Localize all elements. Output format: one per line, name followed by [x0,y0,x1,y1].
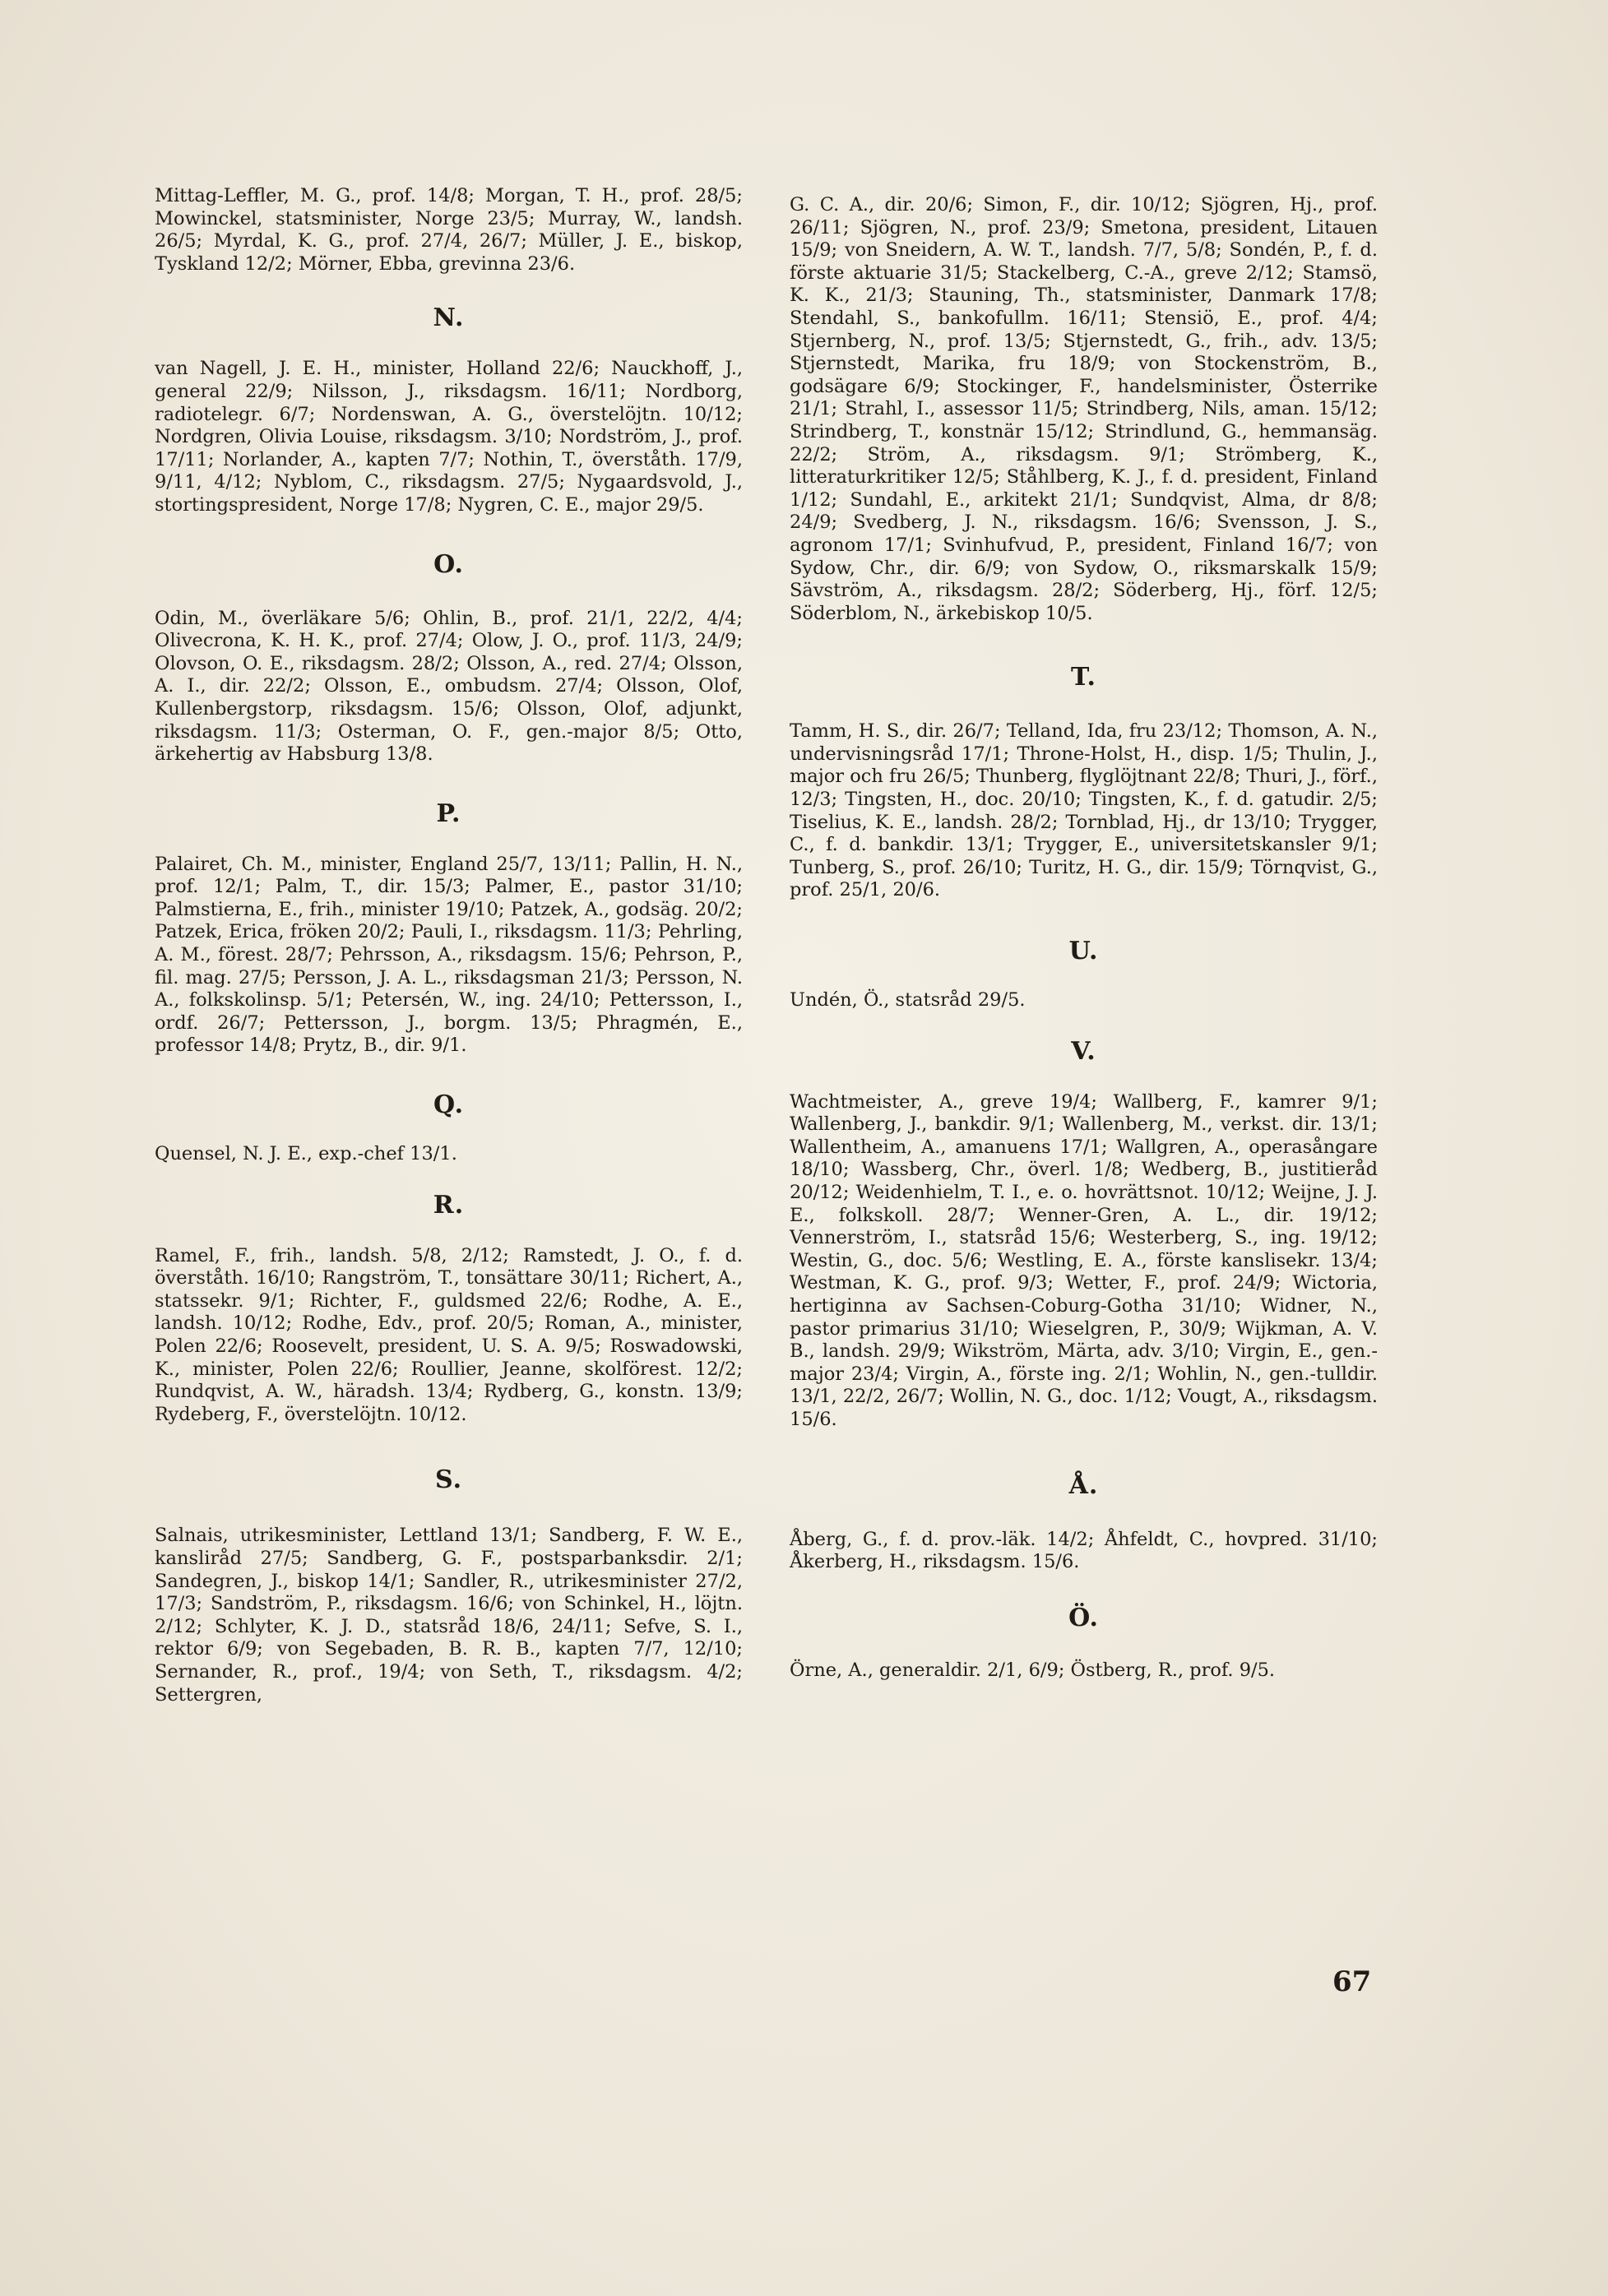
left-column [155,185,743,1706]
section-heading-oe: Ö. [1068,1603,1099,1632]
section-heading-v: V. [1071,1036,1096,1066]
section-heading-t: T. [1071,663,1096,692]
section-entries-p: Palairet, Ch. M., minister, England 25/7, 13/11; Pallin, H. N., prof. 12/1; Palm, T., dir. 15/3; Palmer, E., pastor 31/10; Palmstierna, E., frih., minister 19/10; Patzek, A., godsäg. 20/2; Patzek, Erica, fröken 20/2; Pauli, I., riksdagsm. 11/3; Pehrling, A. M., förest. 28/7; Pehrsson, A., riksdagsm. 15/6; Pehrson, P., fil. mag. 27/5; Persson, J. A. L., riksdagsman 21/3; Persson, N. A., folkskolinsp. 5/1; Petersén, W., ing. 24/10; Pettersson, I., ordf. 26/7; Pettersson, J., borgm. 13/5; Phragmén, E., professor 14/8; Prytz, B., dir. 9/1. [155,853,743,1057]
section-entries-o: Odin, M., överläkare 5/6; Ohlin, B., prof. 21/1, 22/2, 4/4; Olivecrona, K. H. K., prof. 27/4; Olow, J. O., prof. 11/3, 24/9; Olovson, O. E., riksdagsm. 28/2; Olsson, A., red. 27/4; Olsson, A. I., dir. 22/2; Olsson, E., ombudsm. 27/4; Olsson, Olof, Kullenbergstorp, riksdagsm. 15/6; Olsson, Olof, adjunkt, riksdagsm. 11/3; Osterman, O. F., gen.-major 8/5; Otto, ärkehertig av Habsburg 13/8. [155,607,743,766]
entry-s-continued: G. C. A., dir. 20/6; Simon, F., dir. 10/12; Sjögren, Hj., prof. 26/11; Sjögren, N., prof. 23/9; Smetona, president, Litauen 15/9; von Sneidern, A. W. T., landsh. 7/7, 5/8; Sondén, P., f. d. förste aktuarie 31/5; Stackelberg, C.-A., greve 2/12; Stamsö, K. K., 21/3; Stauning, Th., statsminister, Danmark 17/8; Stendahl, S., bankofullm. 16/11; Stensiö, E., prof. 4/4; Stjernberg, N., prof. 13/5; Stjernstedt, G., frih., adv. 13/5; Stjernstedt, Marika, fru 18/9; von Stockenström, B., godsägare 6/9; Stockinger, F., handelsminister, Österrike 21/1; Strahl, I., assessor 11/5; Strindberg, Nils, aman. 15/12; Strindberg, T., konstnär 15/12; Strindlund, G., hemmansäg. 22/2; Ström, A., riksdagsm. 9/1; Strömberg, K., litteraturkritiker 12/5; Ståhlberg, K. J., f. d. president, Finland 1/12; Sundahl, E., arkitekt 21/1; Sundqvist, Alma, dr 8/8; 24/9; Svedberg, J. N., riksdagsm. 16/6; Svensson, J. S., agronom 17/1; Svinhufvud, P., president, Finland 16/7; von Sydow, Chr., dir. 6/9; von Sydow, O., riksmarskalk 15/9; Sävström, A., riksdagsm. 28/2; Söderberg, Hj., förf. 12/5; Söderblom, N., ärkebiskop 10/5. [790,194,1378,624]
section-heading-o: O. [433,549,464,579]
section-entries-q: Quensel, N. J. E., exp.-chef 13/1. [155,1143,457,1165]
right-column [790,194,1378,1682]
page-number: 67 [1332,1965,1372,1998]
section-heading-p: P. [436,799,461,828]
section-heading-aa: Å. [1068,1470,1099,1500]
section-entries-r: Ramel, F., frih., landsh. 5/8, 2/12; Ramstedt, J. O., f. d. överståth. 16/10; Rangström, T., tonsättare 30/11; Richert, A., statssekr. 9/1; Richter, F., guldsmed 22/6; Rodhe, A. E., landsh. 10/12; Rodhe, Edv., prof. 20/5; Roman, A., minister, Polen 22/6; Roosevelt, president, U. S. A. 9/5; Roswadowski, K., minister, Polen 22/6; Roullier, Jeanne, skolförest. 12/2; Rundqvist, A. W., häradsh. 13/4; Rydberg, G., konstn. 13/9; Rydeberg, F., överstelöjtn. 10/12. [155,1244,743,1425]
entry-m-continued: Mittag-Leffler, M. G., prof. 14/8; Morgan, T. H., prof. 28/5; Mowinckel, statsminister, Norge 23/5; Murray, W., landsh. 26/5; Myrdal, K. G., prof. 27/4, 26/7; Müller, J. E., biskop, Tyskland 12/2; Mörner, Ebba, grevinna 23/6. [155,185,743,275]
section-entries-s: Salnais, utrikesminister, Lettland 13/1; Sandberg, F. W. E., kansliråd 27/5; Sandberg, G. F., postsparbanksdir. 2/1; Sandegren, J., biskop 14/1; Sandler, R., utrikesminister 27/2, 17/3; Sandström, P., riksdagsm. 16/6; von Schinkel, H., löjtn. 2/12; Schlyter, K. J. D., statsråd 18/6, 24/11; Sefve, S. I., rektor 6/9; von Segebaden, B. R. B., kapten 7/7, 12/10; Sernander, R., prof., 19/4; von Seth, T., riksdagsm. 4/2; Settergren, [155,1525,743,1706]
section-entries-n: van Nagell, J. E. H., minister, Holland 22/6; Nauckhoff, J., general 22/9; Nilsson, J., riksdagsm. 16/11; Nordborg, radiotelegr. 6/7; Nordenswan, A. G., överstelöjtn. 10/12; Nordgren, Olivia Louise, riksdagsm. 3/10; Nordström, J., prof. 17/11; Norlander, A., kapten 7/7; Nothin, T., överståth. 17/9, 9/11, 4/12; Nyblom, C., riksdagsm. 27/5; Nygaardsvold, J., stortingspresident, Norge 17/8; Nygren, C. E., major 29/5. [155,358,743,516]
section-heading-u: U. [1068,937,1099,966]
section-entries-v: Wachtmeister, A., greve 19/4; Wallberg, F., kamrer 9/1; Wallenberg, J., bankdir. 9/1; Wallenberg, M., verkst. dir. 13/1; Wallentheim, A., amanuens 17/1; Wallgren, A., operasångare 18/10; Wassberg, Chr., överl. 1/8; Wedberg, B., justitieråd 20/12; Weidenhielm, T. I., e. o. hovrättsnot. 10/12; Weijne, J. J. E., folkskoll. 28/7; Wenner-Gren, A. L., dir. 19/12; Vennerström, I., statsråd 15/6; Westerberg, S., ing. 19/12; Westin, G., doc. 5/6; Westling, E. A., förste kanslisekr. 13/4; Westman, K. G., prof. 9/3; Wetter, F., prof. 24/9; Wictoria, hertiginna av Sachsen-Coburg-Gotha 31/10; Widner, N., pastor primarius 31/10; Wieselgren, P., 30/9; Wijkman, A. V. B., landsh. 29/9; Wikström, Märta, adv. 3/10; Virgin, E., gen.-major 23/4; Virgin, A., förste ing. 2/1; Wohlin, N., gen.-tulldir. 13/1, 22/2, 26/7; Wollin, N. G., doc. 1/12; Vougt, A., riksdagsm. 15/6. [790,1090,1378,1430]
section-heading-q: Q. [433,1090,465,1120]
section-heading-n: N. [433,303,465,333]
section-entries-u: Undén, Ö., statsråd 29/5. [790,989,1026,1011]
section-heading-r: R. [433,1190,465,1220]
section-entries-t: Tamm, H. S., dir. 26/7; Telland, Ida, fru 23/12; Thomson, A. N., undervisningsråd 17/1; Throne-Holst, H., disp. 1/5; Thulin, J., major och fru 26/5; Thunberg, flyglöjtnant 22/8; Thuri, J., förf., 12/3; Tingsten, H., doc. 20/10; Tingsten, K., f. d. gatudir. 2/5; Tiselius, K. E., landsh. 28/2; Tornblad, Hj., dr 13/10; Trygger, C., f. d. bankdir. 13/1; Trygger, E., universitetskansler 9/1; Tunberg, S., prof. 26/10; Turitz, H. G., dir. 15/9; Törnqvist, G., prof. 25/1, 20/6. [790,720,1378,901]
section-entries-aa: Åberg, G., f. d. prov.-läk. 14/2; Åhfeldt, C., hovpred. 31/10; Åkerberg, H., riksdagsm. 15/6. [790,1528,1378,1573]
section-entries-oe: Örne, A., generaldir. 2/1, 6/9; Östberg, R., prof. 9/5. [790,1659,1276,1681]
section-heading-s: S. [434,1465,463,1495]
